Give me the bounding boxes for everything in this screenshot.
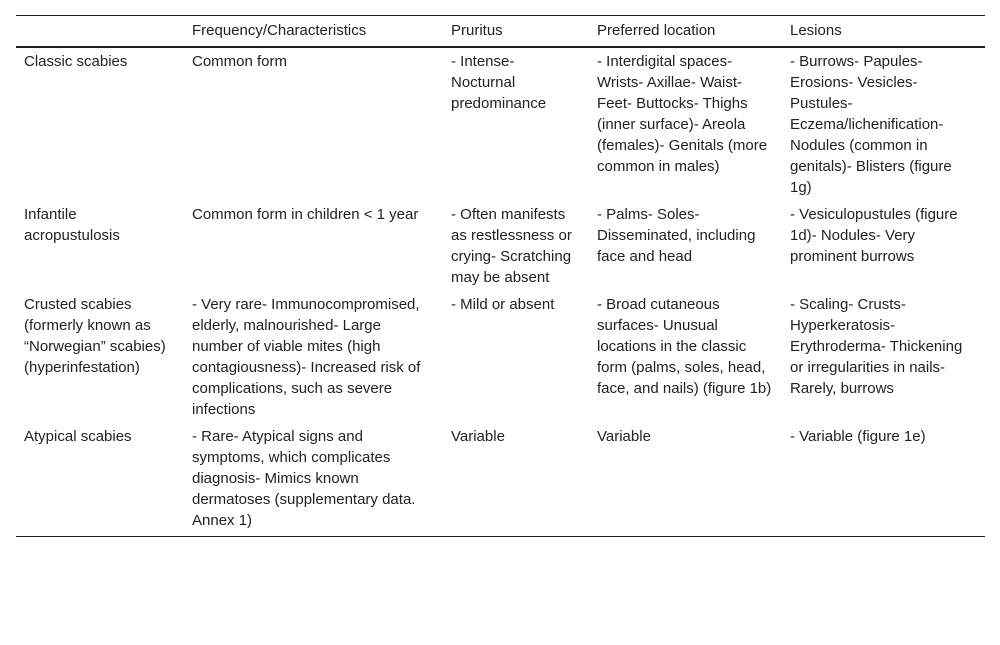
cell-frequency: - Rare- Atypical signs and symptoms, which complicates diagnosis- Mimics known dermatoses (supplementary data. Annex 1) [192,427,416,529]
header-type [16,16,184,47]
table-row [16,47,985,201]
table-row [16,201,985,291]
cell-lesions: - Variable (figure 1e) [790,427,926,445]
cell-pruritus: - Intense- Nocturnal predominance [451,52,547,112]
cell-frequency: Common form in children < 1 year [192,205,419,223]
cell-lesions: - Vesiculopustules (figure 1d)- Nodules- Very prominent burrows [790,205,958,265]
header-location: Preferred location [597,22,716,39]
scabies-table-container [16,15,985,537]
cell-frequency: Common form [192,52,288,70]
header-row [16,16,985,47]
table-row [16,291,985,423]
cell-type: Classic scabies [24,52,128,70]
cell-pruritus: - Mild or absent [451,295,555,313]
cell-location: - Palms- Soles- Disseminated, including face and head [597,205,756,265]
cell-location: - Broad cutaneous surfaces- Unusual locations in the classic form (palms, soles, head, face, and nails) (figure 1b) [597,295,772,397]
cell-lesions: - Scaling- Crusts- Hyperkeratosis- Erythroderma- Thickening or irregularities in nails- Rarely, burrows [790,295,963,397]
scabies-forms-table [16,15,985,537]
header-pruritus: Pruritus [451,22,503,39]
table-header [16,16,985,47]
cell-type: Atypical scabies [24,427,132,445]
header-frequency: Frequency/Characteristics [192,22,367,39]
cell-type: Infantile acropustulosis [24,205,120,244]
cell-lesions: - Burrows- Papules- Erosions- Vesicles- Pustules- Eczema/lichenification- Nodules (common in genitals)- Blisters (figure 1g) [790,52,952,196]
cell-pruritus: Variable [451,427,505,445]
header-lesions: Lesions [790,22,842,39]
table-row [16,423,985,537]
cell-location: Variable [597,427,651,445]
cell-pruritus: - Often manifests as restlessness or crying- Scratching may be absent [451,205,572,286]
cell-location: - Interdigital spaces- Wrists- Axillae- Waist- Feet- Buttocks- Thighs (inner surface)- Areola (females)- Genitals (more common in males) [597,52,768,175]
cell-frequency: - Very rare- Immunocompromised, elderly, malnourished- Large number of viable mites (high contagiousness)- Increased risk of complications, such as severe infections [192,295,421,418]
cell-type: Crusted scabies (formerly known as “Norwegian” scabies) (hyperinfestation) [24,295,166,376]
table-body [16,47,985,537]
